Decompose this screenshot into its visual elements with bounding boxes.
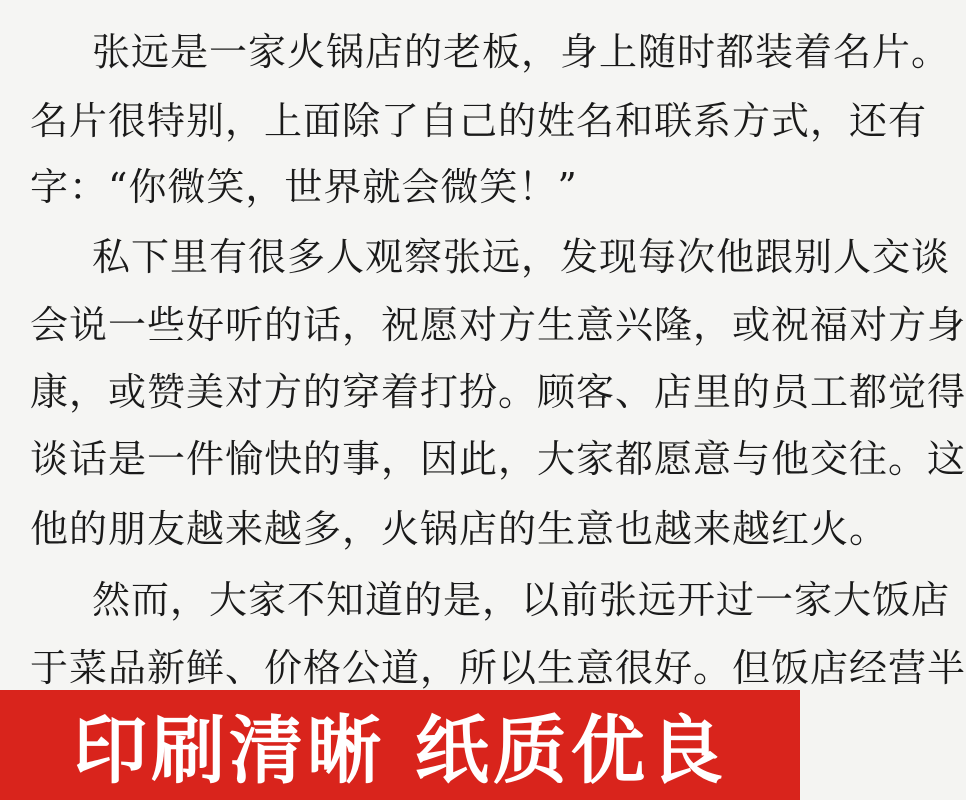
promo-banner xyxy=(0,690,800,800)
text-line-6: 康，或赞美对方的穿着打扮。顾客、店里的员工都觉得 xyxy=(30,370,966,414)
text-line-5: 会说一些好听的话，祝愿对方生意兴隆，或祝福对方身 xyxy=(30,303,966,347)
text-line-7: 谈话是一件愉快的事，因此，大家都愿意与他交往。这 xyxy=(30,437,966,481)
text-line-9: 然而，大家不知道的是，以前张远开过一家大饭店 xyxy=(92,578,951,622)
text-line-10: 于菜品新鲜、价格公道，所以生意很好。但饭店经营半 xyxy=(30,646,966,690)
text-line-2: 名片很特别，上面除了自己的姓名和联系方式，还有 xyxy=(30,99,928,143)
promo-banner-text: 印刷清晰 纸质优良 xyxy=(73,708,727,794)
text-line-4: 私下里有很多人观察张远，发现每次他跟别人交谈 xyxy=(92,235,951,279)
text-line-3: 字：“你微笑，世界就会微笑！” xyxy=(30,165,578,209)
text-line-8: 他的朋友越来越多，火锅店的生意也越来越红火。 xyxy=(30,507,889,551)
text-line-1: 张远是一家火锅店的老板，身上随时都装着名片。 xyxy=(92,30,951,74)
